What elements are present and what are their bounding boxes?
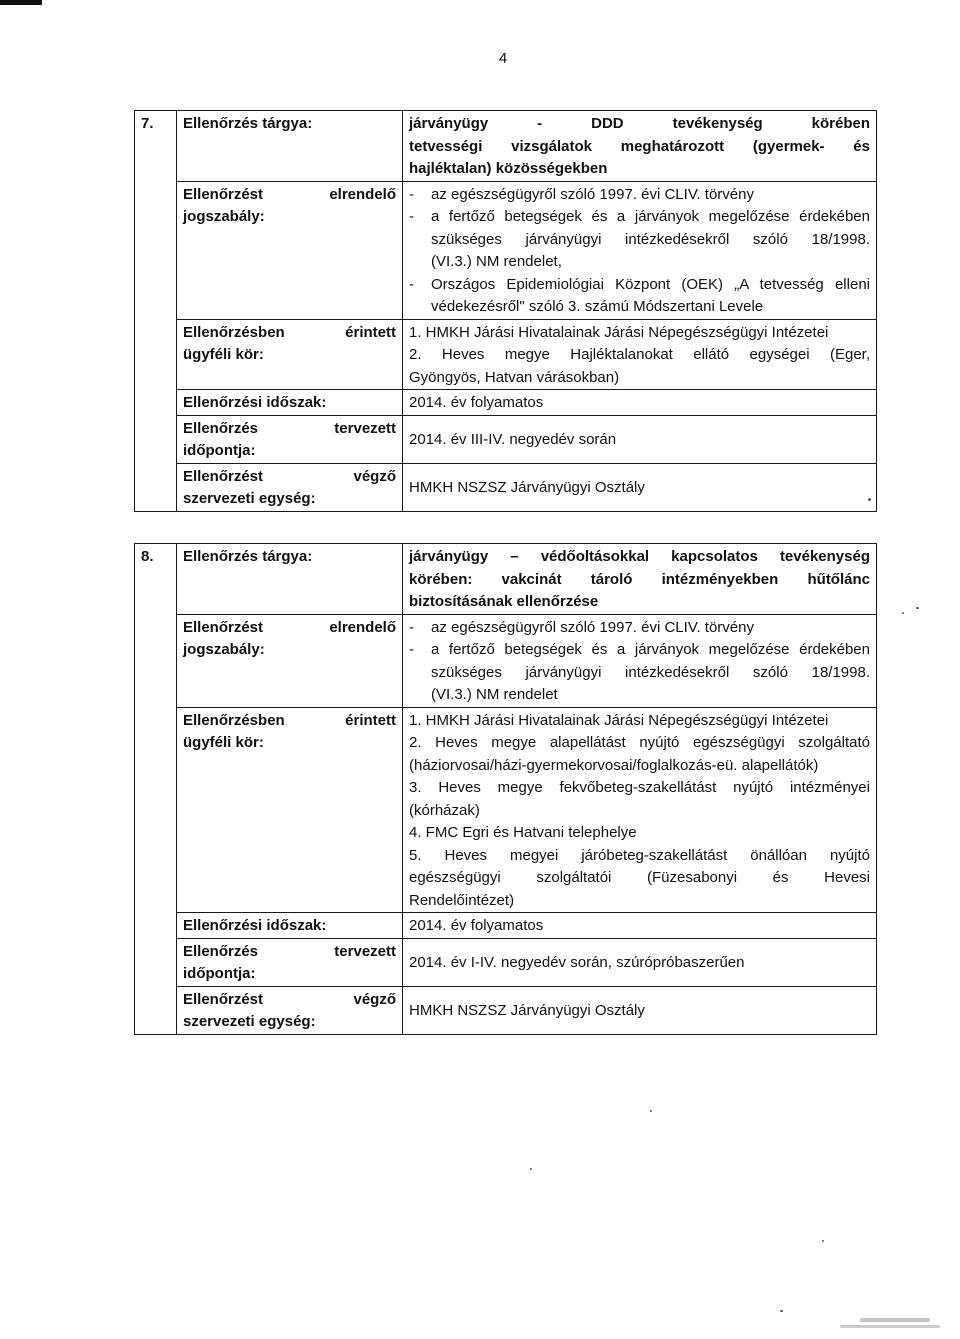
unit-value: HMKH NSZSZ Járványügyi Osztály [403,986,877,1034]
section-8-table [134,543,877,1035]
client-item-line: 1. HMKH Járási Hivatalainak Járási Népegészségügyi Intézetei [409,323,829,341]
subject-label: Ellenőrzés tárgya: [177,544,403,615]
unit-label-part: Ellenőrzést [183,990,264,1008]
client-item-line: egészségügyi szolgáltatói (Füzesabonyi és Hevesi [409,869,870,886]
law-label-part: elrendelő [329,618,396,636]
client-label-part: ügyféli kör: [183,346,264,363]
scan-speck [902,612,904,614]
subject-line: biztosításának ellenőrzése [409,593,599,610]
planned-label-part: Ellenőrzés [183,942,259,960]
scan-speck [780,1310,783,1312]
unit-row [135,463,877,511]
subject-value [403,544,877,615]
planned-label [177,938,403,986]
period-row [135,913,877,939]
unit-label-part: végző [353,467,396,485]
unit-label-part: szervezeti egység: [183,1013,316,1030]
client-item-line: 1. HMKH Járási Hivatalainak Járási Népegészségügyi Intézetei [409,711,829,729]
scan-speck [840,1325,940,1328]
scan-speck [868,498,871,501]
client-item-line: 4. FMC Egri és Hatvani telephelye [409,824,637,841]
law-item-line: (VI.3.) NM rendelet, [431,253,562,270]
law-label-part: Ellenőrzést [183,618,264,636]
law-label-part: elrendelő [329,185,396,203]
client-label-part: Ellenőrzésben [183,711,285,729]
law-item: - az egészségügyről szóló 1997. évi CLIV. törvény [409,617,870,640]
law-value [403,614,877,707]
client-label [177,707,403,913]
subject-line: hajléktalan) közösségekben [409,160,608,177]
client-row [135,319,877,390]
law-item-line: (VI.3.) NM rendelet [431,686,558,703]
law-item: - az egészségügyről szóló 1997. évi CLIV. törvény [409,184,870,207]
law-item-line: az egészségügyről szóló 1997. évi CLIV. törvény [431,185,754,203]
unit-label-part: végző [353,990,396,1008]
client-value [403,319,877,390]
client-label-part: Ellenőrzésben [183,323,285,341]
law-item-line: a fertőző betegségek és a járványok megelőzése érdekében [431,208,870,225]
unit-row [135,986,877,1034]
client-label-part: érintett [345,711,396,729]
period-row [135,390,877,416]
unit-label [177,463,403,511]
client-item-line: 5. Heves megyei járóbeteg-szakellátást önállóan nyújtó [409,846,870,864]
subject-line: tetvességi vizsgálatok meghatározott (gyermek- és [409,137,870,155]
unit-value: HMKH NSZSZ Járványügyi Osztály [403,463,877,511]
planned-label [177,415,403,463]
client-item-line: Gyöngyös, Hatvan várásokban) [409,368,620,386]
law-item: - Országos Epidemiológiai Központ (OEK) „A tetvesség elleni védekezésről" szóló 3. számú Módszertani Levele [409,274,870,319]
client-label-part: érintett [345,323,396,341]
scan-speck [916,607,919,609]
planned-row [135,938,877,986]
section-number: 8. [135,544,177,1035]
corner-mark [0,0,42,5]
unit-label-part: szervezeti egység: [183,490,316,507]
scan-speck [860,1318,930,1322]
client-item-line: (kórházak) [409,801,480,819]
law-item: - a fertőző betegségek és a járványok megelőzése érdekében szükséges járványügyi intézkedésekről szóló 18/1998. (VI.3.) NM rendelet, [409,206,870,274]
client-row [135,707,877,913]
client-item-line: (háziorvosai/házi-gyermekorvosai/foglalkozás-eü. alapellátók) [409,756,819,774]
subject-line: járványügy - DDD tevékenység körében [409,115,870,132]
law-item-line: szükséges járványügyi intézkedésekről szóló 18/1998. [431,230,870,248]
planned-label-part: tervezett [334,419,396,437]
unit-label-part: Ellenőrzést [183,467,264,485]
scan-speck [650,1110,652,1112]
scan-speck [822,1240,824,1242]
period-value: 2014. év folyamatos [403,913,877,939]
period-label: Ellenőrzési időszak: [177,913,403,939]
planned-row [135,415,877,463]
law-item-line: a fertőző betegségek és a járványok megelőzése érdekében [431,641,870,658]
subject-value [403,111,877,182]
law-value [403,181,877,319]
subject-row [135,544,877,615]
subject-line: körében: vakcinát tároló intézményekben hűtőlánc [409,570,870,588]
law-item-line: az egészségügyről szóló 1997. évi CLIV. törvény [431,618,754,636]
client-label-part: ügyféli kör: [183,734,264,751]
law-label-part: jogszabály: [183,641,265,658]
planned-label-part: Ellenőrzés [183,419,259,437]
planned-label-part: időpontja: [183,965,256,982]
subject-row [135,111,877,182]
section-7-table [134,110,877,512]
planned-value: 2014. év I-IV. negyedév során, szúrópróbaszerűen [403,938,877,986]
client-item-line: 3. Heves megye fekvőbeteg-szakellátást nyújtó intézményei [409,779,870,796]
section-number: 7. [135,111,177,512]
law-label-part: Ellenőrzést [183,185,264,203]
period-label: Ellenőrzési időszak: [177,390,403,416]
law-item-line: védekezésről" szóló 3. számú Módszertani Levele [431,298,764,315]
subject-label: Ellenőrzés tárgya: [177,111,403,182]
client-label [177,319,403,390]
period-value: 2014. év folyamatos [403,390,877,416]
unit-label [177,986,403,1034]
law-label [177,614,403,707]
law-row [135,181,877,319]
subject-line: járványügy – védőoltásokkal kapcsolatos tevékenység [409,548,870,565]
law-row [135,614,877,707]
law-label-part: jogszabály: [183,208,265,225]
client-item-line: 2. Heves megye Hajléktalanokat ellátó egységei (Eger, [409,346,870,363]
client-item-line: 2. Heves megye alapellátást nyújtó egészségügyi szolgáltató [409,734,870,751]
planned-label-part: időpontja: [183,442,256,459]
scan-speck [530,1168,532,1170]
client-value [403,707,877,913]
page-number: 4 [498,50,508,67]
law-item: - a fertőző betegségek és a járványok megelőzése érdekében szükséges járványügyi intézkedésekről szóló 18/1998. (VI.3.) NM rendelet [409,639,870,707]
client-item-line: Rendelőintézet) [409,891,515,909]
planned-label-part: tervezett [334,942,396,960]
law-item-line: szükséges járványügyi intézkedésekről szóló 18/1998. [431,663,870,681]
planned-value: 2014. év III-IV. negyedév során [403,415,877,463]
law-label [177,181,403,319]
law-item-line: Országos Epidemiológiai Központ (OEK) „A tetvesség elleni [431,275,870,293]
